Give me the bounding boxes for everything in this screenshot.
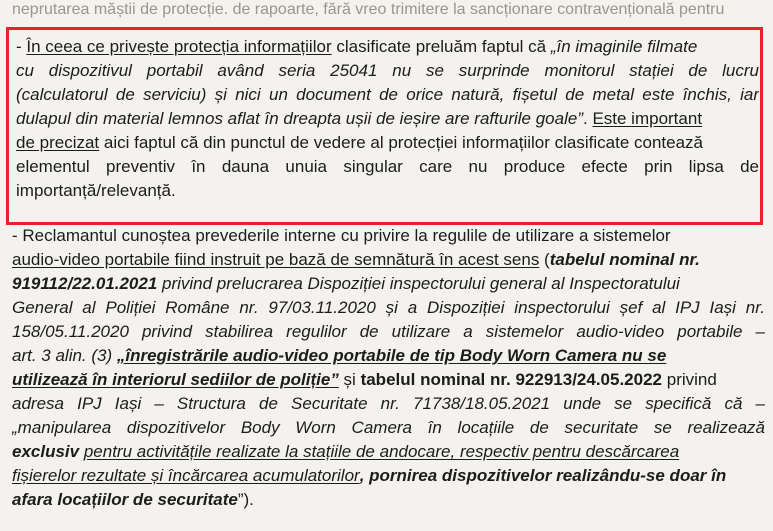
para1-line2 xyxy=(16,61,759,81)
quote-line2: cu dispozitivul portabil având seria 25041 nu se surprinde monitorul stației de lucru xyxy=(16,61,759,80)
art-3-alin: art. 3 alin. (3) xyxy=(12,346,117,365)
para2-line9-text: „manipularea dispozitivelor Body Worn Camera în locațiile de securitate se realizează xyxy=(12,418,765,437)
para2-line10 xyxy=(12,442,765,462)
para2-line3-rest: privind prelucrarea Dispoziției inspectorului general al Inspectoratului xyxy=(157,274,680,293)
fisiere-phrase: fișierelor rezultate și încărcarea acumulatorilor xyxy=(12,466,360,485)
tabel-nominal-1-start: tabelul nominal nr. xyxy=(549,250,700,269)
para2-line12-rest: ”). xyxy=(237,490,254,509)
para2-line4 xyxy=(12,298,765,318)
quote-line3: (calculatorul de serviciu) și nici un document de orice natură, fișetul de metal este închis, iar xyxy=(16,85,759,104)
pornirea-phrase: , pornirea dispozitivelor realizându-se doar în xyxy=(359,466,727,485)
tabel-nominal-1-number: 919112/22.01.2021 xyxy=(12,274,158,293)
para1-line5-rest: aici faptul că din punctul de vedere al protecției informațiilor clasificate contează xyxy=(99,133,703,152)
quote-line4: dulapul din material lemnos aflat în dreapta ușii de ieșire are rafturile goale” xyxy=(16,109,583,128)
para1-line4 xyxy=(16,109,759,129)
activitati-phrase: pentru activitățile realizate la stațiile de andocare, respectiv pentru descărcarea xyxy=(83,442,680,461)
para2-line6 xyxy=(12,346,765,366)
para1-line1 xyxy=(16,37,759,57)
para2-line2-rest: ( xyxy=(539,250,550,269)
para2-line5-text: 158/05.11.2020 privind stabilirea regulilor de utilizare a sistemelor audio-video portabile – xyxy=(12,322,765,341)
afara-locatiilor-phrase: afara locațiilor de securitate xyxy=(12,490,238,509)
para2-line7 xyxy=(12,370,765,390)
para1-line3 xyxy=(16,85,759,105)
este-important-phrase: Este important xyxy=(592,109,703,128)
para2-line1: - Reclamantul cunoștea prevederile interne cu privire la regulile de utilizare a sistemelor xyxy=(12,226,671,245)
para2-line5 xyxy=(12,322,765,342)
para2-line4-text: General al Poliției Române nr. 97/03.11.2020 și a Dispoziției inspectorului șef al IPJ Iași nr. xyxy=(12,298,765,317)
exclusiv-word: exclusiv xyxy=(12,442,80,461)
para2-line8-text: adresa IPJ Iași – Structura de Securitate nr. 71738/18.05.2021 unde se specifică că – xyxy=(12,394,765,413)
para1-line5 xyxy=(16,133,759,153)
bullet: - xyxy=(16,37,22,56)
para1-lead-rest: clasificate preluăm faptul că xyxy=(331,37,551,56)
cropped-top-line: neprutarea măștii de protecție. de rapoarte, fără vreo trimitere la sancționare contravențională pentru xyxy=(12,1,725,18)
para1-line7: importanță/relevanță. xyxy=(16,181,176,200)
para2-line9 xyxy=(12,418,765,438)
protectia-informatiilor-phrase: În ceea ce privește protecția informațiilor xyxy=(26,37,332,56)
line4-end: . xyxy=(582,109,593,128)
body-worn-quote-part2: utilizează în interiorul sediilor de poliție” xyxy=(12,370,339,389)
para2-line7-mid: și xyxy=(338,370,361,389)
para2-line8 xyxy=(12,394,765,414)
para2-line7-rest: privind xyxy=(662,370,717,389)
para1-line6: elementul preventiv în dauna unuia singular care nu produce efecte prin lipsa de xyxy=(16,157,759,176)
para2-line11 xyxy=(12,466,765,486)
quote-start: „în imaginile filmate xyxy=(550,37,698,56)
body-worn-quote-part1: „înregistrările audio-video portabile de tip Body Worn Camera nu se xyxy=(116,346,667,365)
instruit-phrase: audio-video portabile fiind instruit pe bază de semnătură în acest sens xyxy=(12,250,540,269)
para2-line12 xyxy=(12,490,765,510)
de-precizat-phrase: de precizat xyxy=(16,133,100,152)
para2-line2 xyxy=(12,250,765,270)
tabel-nominal-2: tabelul nominal nr. 922913/24.05.2022 xyxy=(360,370,663,389)
para2-line3 xyxy=(12,274,765,294)
